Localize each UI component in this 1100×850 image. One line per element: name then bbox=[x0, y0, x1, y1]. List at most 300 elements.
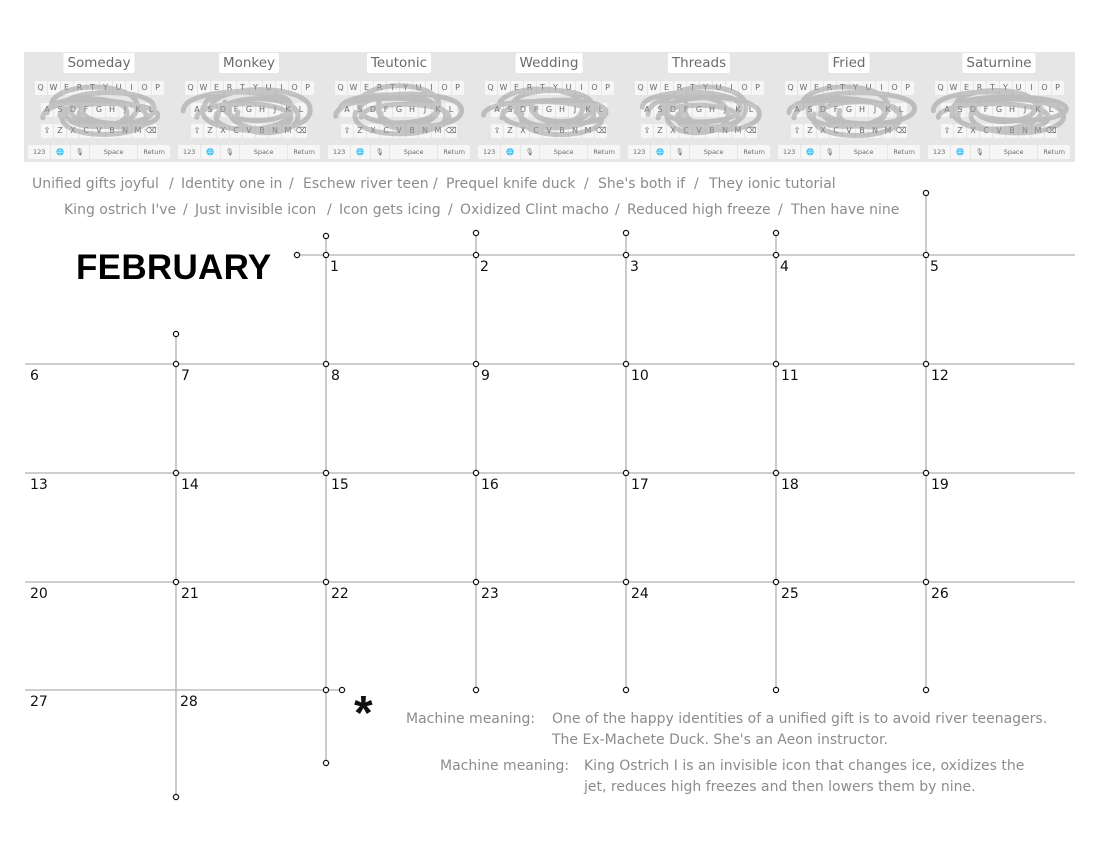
day-number[interactable]: 22 bbox=[331, 586, 349, 602]
day-number[interactable]: 15 bbox=[331, 477, 349, 493]
keyboard-space-key: Space bbox=[990, 145, 1038, 159]
day-number[interactable]: 5 bbox=[930, 259, 939, 275]
keyboard-key: Z bbox=[204, 124, 216, 138]
keyboard-key: H bbox=[1006, 103, 1018, 117]
keyboard-key: H bbox=[256, 103, 268, 117]
keyboard-key: F bbox=[380, 103, 392, 117]
day-number[interactable]: 16 bbox=[481, 477, 499, 493]
keyboard-key: J bbox=[119, 103, 131, 117]
keyboard-key: C bbox=[980, 124, 992, 138]
grid-node-dot bbox=[294, 252, 299, 257]
keyboard-key: A bbox=[491, 103, 503, 117]
grid-node-dot bbox=[923, 190, 928, 195]
keyboard-key: L bbox=[595, 103, 607, 117]
day-number[interactable]: 18 bbox=[781, 477, 799, 493]
keyboard-key: A bbox=[791, 103, 803, 117]
keyboard-key: Y bbox=[400, 81, 412, 95]
keyboard-key: A bbox=[341, 103, 353, 117]
keyboard-key: S bbox=[354, 103, 366, 117]
keyboard-key: M bbox=[1032, 124, 1044, 138]
keyboard-mic-key: 🎙 bbox=[671, 145, 689, 159]
phrase-separator: / bbox=[584, 176, 589, 192]
phrase-item: Eschew river teen bbox=[303, 176, 429, 192]
keyboard-key: Z bbox=[954, 124, 966, 138]
keyboard-key: R bbox=[374, 81, 386, 95]
keyboard-return-key: Return bbox=[888, 145, 920, 159]
keyboard-key: R bbox=[74, 81, 86, 95]
keyboard-key: I bbox=[1026, 81, 1038, 95]
keyboard-key: K bbox=[582, 103, 594, 117]
keyboard-key: Z bbox=[504, 124, 516, 138]
machine-meaning-label-1: Machine meaning: bbox=[406, 711, 536, 727]
grid-node-dot bbox=[623, 252, 628, 257]
keyboard-numbers-key: 123 bbox=[478, 145, 500, 159]
keyboard-key: M bbox=[432, 124, 444, 138]
day-number[interactable]: 6 bbox=[30, 368, 39, 384]
keyboard-key: ⇧ bbox=[341, 124, 353, 138]
keyboard-key: N bbox=[119, 124, 131, 138]
keyboard-key: I bbox=[276, 81, 288, 95]
keyboard-key: B bbox=[556, 124, 568, 138]
grid-node-dot bbox=[323, 252, 328, 257]
keyboard-key: R bbox=[974, 81, 986, 95]
keyboard-key: ⇧ bbox=[191, 124, 203, 138]
keyboard-key: B bbox=[856, 124, 868, 138]
grid-node-dot bbox=[773, 470, 778, 475]
keyboard-mic-key: 🎙 bbox=[971, 145, 989, 159]
keyboard-key: J bbox=[419, 103, 431, 117]
day-number[interactable]: 19 bbox=[931, 477, 949, 493]
keyboard-key: T bbox=[387, 81, 399, 95]
keyboard-key: ⌫ bbox=[295, 124, 307, 138]
keyboard-key: H bbox=[556, 103, 568, 117]
keyboard-key: W bbox=[648, 81, 660, 95]
phrase-item: Just invisible icon bbox=[195, 202, 317, 218]
keyboard-key: O bbox=[139, 81, 151, 95]
keyboard-word-label: Threads bbox=[668, 53, 730, 73]
keyboard-key: K bbox=[882, 103, 894, 117]
grid-node-dot bbox=[773, 361, 778, 366]
day-number[interactable]: 1 bbox=[330, 259, 339, 275]
keyboard-key: K bbox=[732, 103, 744, 117]
keyboard-key: Q bbox=[335, 81, 347, 95]
keyboard-globe-key: 🌐 bbox=[201, 145, 219, 159]
keyboard-key: L bbox=[145, 103, 157, 117]
keyboard-key: Q bbox=[35, 81, 47, 95]
day-number[interactable]: 17 bbox=[631, 477, 649, 493]
keyboard-key: Q bbox=[935, 81, 947, 95]
keyboard-key: X bbox=[517, 124, 529, 138]
keyboard-word-label: Saturnine bbox=[962, 53, 1035, 73]
machine-meaning-text-1b: The Ex-Machete Duck. She's an Aeon instructor. bbox=[552, 732, 888, 748]
grid-node-dot bbox=[923, 687, 928, 692]
month-title: FEBRUARY bbox=[76, 248, 272, 287]
day-number[interactable]: 8 bbox=[331, 368, 340, 384]
keyboard-key: J bbox=[1019, 103, 1031, 117]
keyboard-word-label: Teutonic bbox=[367, 53, 431, 73]
keyboard-key: I bbox=[876, 81, 888, 95]
keyboard-key: S bbox=[504, 103, 516, 117]
day-number[interactable]: 14 bbox=[181, 477, 199, 493]
keyboard-key: S bbox=[804, 103, 816, 117]
keyboard-key: X bbox=[67, 124, 79, 138]
keyboard-numbers-key: 123 bbox=[928, 145, 950, 159]
keyboard-key: U bbox=[413, 81, 425, 95]
keyboard-space-key: Space bbox=[90, 145, 138, 159]
day-number[interactable]: 23 bbox=[481, 586, 499, 602]
grid-node-dot bbox=[623, 579, 628, 584]
keyboard-globe-key: 🌐 bbox=[951, 145, 969, 159]
grid-node-dot bbox=[773, 230, 778, 235]
keyboard-numbers-key: 123 bbox=[178, 145, 200, 159]
day-number[interactable]: 2 bbox=[480, 259, 489, 275]
keyboard-key: Q bbox=[635, 81, 647, 95]
keyboard-key: N bbox=[419, 124, 431, 138]
keyboard-return-key: Return bbox=[138, 145, 170, 159]
keyboard-globe-key: 🌐 bbox=[651, 145, 669, 159]
keyboard-key: ⇧ bbox=[41, 124, 53, 138]
grid-node-dot bbox=[323, 760, 328, 765]
keyboard-key: M bbox=[732, 124, 744, 138]
keyboard-globe-key: 🌐 bbox=[351, 145, 369, 159]
keyboard-numbers-key: 123 bbox=[328, 145, 350, 159]
keyboard-key: U bbox=[863, 81, 875, 95]
grid-node-dot bbox=[623, 687, 628, 692]
keyboard-key: J bbox=[569, 103, 581, 117]
keyboard-return-key: Return bbox=[1038, 145, 1070, 159]
grid-node-dot bbox=[473, 470, 478, 475]
keyboard-mic-key: 🎙 bbox=[521, 145, 539, 159]
keyboard-key: W bbox=[798, 81, 810, 95]
keyboard-mic-key: 🎙 bbox=[221, 145, 239, 159]
day-number[interactable]: 10 bbox=[631, 368, 649, 384]
keyboard-key: U bbox=[563, 81, 575, 95]
keyboard-key: X bbox=[367, 124, 379, 138]
keyboard-key: U bbox=[113, 81, 125, 95]
keyboard-key: P bbox=[752, 81, 764, 95]
phrase-separator: / bbox=[694, 176, 699, 192]
grid-node-dot bbox=[473, 230, 478, 235]
grid-node-dot bbox=[923, 252, 928, 257]
keyboard-space-key: Space bbox=[840, 145, 888, 159]
keyboard-key: E bbox=[61, 81, 73, 95]
keyboard-key: V bbox=[843, 124, 855, 138]
keyboard-key: R bbox=[674, 81, 686, 95]
keyboard-key: ⌫ bbox=[745, 124, 757, 138]
keyboard-key: J bbox=[719, 103, 731, 117]
keyboard-globe-key: 🌐 bbox=[801, 145, 819, 159]
phrase-item: King ostrich I've bbox=[64, 202, 177, 218]
day-number[interactable]: 20 bbox=[30, 586, 48, 602]
keyboard-key: N bbox=[269, 124, 281, 138]
keyboard-key: A bbox=[41, 103, 53, 117]
keyboard-key: M bbox=[282, 124, 294, 138]
keyboard-key: K bbox=[132, 103, 144, 117]
keyboard-key: U bbox=[263, 81, 275, 95]
keyboard-key: D bbox=[517, 103, 529, 117]
phrase-separator: / bbox=[169, 176, 174, 192]
machine-meaning-text-2b: jet, reduces high freezes and then lowers them by nine. bbox=[584, 779, 976, 795]
keyboard-key: A bbox=[641, 103, 653, 117]
keyboard-key: X bbox=[667, 124, 679, 138]
keyboard-key: V bbox=[243, 124, 255, 138]
phrase-item: Reduced high freeze bbox=[627, 202, 771, 218]
keyboard-key: I bbox=[126, 81, 138, 95]
keyboard-key: E bbox=[211, 81, 223, 95]
keyboard-key: V bbox=[993, 124, 1005, 138]
grid-node-dot bbox=[773, 687, 778, 692]
keyboard-key: P bbox=[452, 81, 464, 95]
keyboard-key: B bbox=[256, 124, 268, 138]
keyboard-key: E bbox=[811, 81, 823, 95]
keyboard-key: T bbox=[687, 81, 699, 95]
keyboard-space-key: Space bbox=[690, 145, 738, 159]
keyboard-key: D bbox=[67, 103, 79, 117]
keyboard-mic-key: 🎙 bbox=[821, 145, 839, 159]
phrase-separator: / bbox=[448, 202, 453, 218]
keyboard-key: G bbox=[93, 103, 105, 117]
keyboard-key: O bbox=[889, 81, 901, 95]
keyboard-key: N bbox=[1019, 124, 1031, 138]
keyboard-key: V bbox=[543, 124, 555, 138]
keyboard-key: L bbox=[445, 103, 457, 117]
keyboard-key: I bbox=[576, 81, 588, 95]
keyboard-key: ⇧ bbox=[641, 124, 653, 138]
keyboard-key: E bbox=[961, 81, 973, 95]
keyboard-key: Y bbox=[850, 81, 862, 95]
grid-node-dot bbox=[473, 687, 478, 692]
keyboard-key: A bbox=[941, 103, 953, 117]
grid-node-dot bbox=[323, 687, 328, 692]
grid-node-dot bbox=[623, 470, 628, 475]
keyboard-key: C bbox=[530, 124, 542, 138]
keyboard-key: ⌫ bbox=[145, 124, 157, 138]
phrase-item: They ionic tutorial bbox=[709, 176, 836, 192]
grid-node-dot bbox=[623, 230, 628, 235]
grid-node-dot bbox=[323, 233, 328, 238]
phrase-separator: / bbox=[778, 202, 783, 218]
keyboard-key: K bbox=[282, 103, 294, 117]
keyboard-key: H bbox=[856, 103, 868, 117]
keyboard-space-key: Space bbox=[240, 145, 288, 159]
keyboard-return-key: Return bbox=[738, 145, 770, 159]
keyboard-key: ⌫ bbox=[895, 124, 907, 138]
keyboard-key: L bbox=[295, 103, 307, 117]
keyboard-key: M bbox=[882, 124, 894, 138]
keyboard-space-key: Space bbox=[390, 145, 438, 159]
keyboard-key: W bbox=[348, 81, 360, 95]
keyboard-key: H bbox=[706, 103, 718, 117]
keyboard-key: O bbox=[439, 81, 451, 95]
keyboard-key: N bbox=[569, 124, 581, 138]
keyboard-key: T bbox=[837, 81, 849, 95]
phrase-item: Icon gets icing bbox=[339, 202, 441, 218]
grid-node-dot bbox=[173, 794, 178, 799]
keyboard-key: X bbox=[967, 124, 979, 138]
day-number[interactable]: 3 bbox=[630, 259, 639, 275]
keyboard-key: Q bbox=[785, 81, 797, 95]
keyboard-key: L bbox=[895, 103, 907, 117]
keyboard-key: T bbox=[987, 81, 999, 95]
keyboard-key: T bbox=[87, 81, 99, 95]
keyboard-key: Q bbox=[485, 81, 497, 95]
grid-node-dot bbox=[773, 252, 778, 257]
keyboard-key: B bbox=[1006, 124, 1018, 138]
keyboard-key: F bbox=[980, 103, 992, 117]
grid-node-dot bbox=[323, 579, 328, 584]
keyboard-key: G bbox=[693, 103, 705, 117]
keyboard-globe-key: 🌐 bbox=[51, 145, 69, 159]
phrase-separator: / bbox=[327, 202, 332, 218]
phrase-item: Oxidized Clint macho bbox=[460, 202, 609, 218]
keyboard-key: F bbox=[830, 103, 842, 117]
keyboard-key: P bbox=[602, 81, 614, 95]
keyboard-key: N bbox=[869, 124, 881, 138]
keyboard-key: G bbox=[843, 103, 855, 117]
keyboard-numbers-key: 123 bbox=[628, 145, 650, 159]
keyboard-return-key: Return bbox=[588, 145, 620, 159]
keyboard-key: W bbox=[198, 81, 210, 95]
keyboard-key: S bbox=[954, 103, 966, 117]
keyboard-key: B bbox=[406, 124, 418, 138]
keyboard-key: Y bbox=[100, 81, 112, 95]
machine-meaning-text-2a: King Ostrich I is an invisible icon that changes ice, oxidizes the bbox=[584, 758, 1025, 774]
day-number[interactable]: 26 bbox=[931, 586, 949, 602]
phrase-item: She's both if bbox=[598, 176, 686, 192]
keyboard-key: D bbox=[667, 103, 679, 117]
keyboard-key: Z bbox=[654, 124, 666, 138]
keyboard-key: ⇧ bbox=[941, 124, 953, 138]
keyboard-key: Y bbox=[250, 81, 262, 95]
keyboard-key: V bbox=[693, 124, 705, 138]
phrase-separator: / bbox=[289, 176, 294, 192]
grid-node-dot bbox=[473, 579, 478, 584]
keyboard-key: T bbox=[237, 81, 249, 95]
keyboard-key: E bbox=[361, 81, 373, 95]
keyboard-mic-key: 🎙 bbox=[71, 145, 89, 159]
day-number[interactable]: 25 bbox=[781, 586, 799, 602]
keyboard-key: F bbox=[230, 103, 242, 117]
keyboard-key: S bbox=[204, 103, 216, 117]
day-number[interactable]: 11 bbox=[781, 368, 799, 384]
keyboard-key: C bbox=[80, 124, 92, 138]
keyboard-key: E bbox=[511, 81, 523, 95]
day-number[interactable]: 12 bbox=[931, 368, 949, 384]
keyboard-key: R bbox=[524, 81, 536, 95]
keyboard-key: D bbox=[367, 103, 379, 117]
keyboard-key: Z bbox=[54, 124, 66, 138]
phrase-item: Prequel knife duck bbox=[446, 176, 576, 192]
keyboard-key: E bbox=[661, 81, 673, 95]
phrase-separator: / bbox=[615, 202, 620, 218]
keyboard-globe-key: 🌐 bbox=[501, 145, 519, 159]
machine-meaning-label-2: Machine meaning: bbox=[440, 758, 570, 774]
keyboard-key: D bbox=[817, 103, 829, 117]
grid-node-dot bbox=[473, 361, 478, 366]
keyboard-key: C bbox=[680, 124, 692, 138]
day-number[interactable]: 28 bbox=[180, 694, 198, 710]
keyboard-key: U bbox=[713, 81, 725, 95]
keyboard-word-label: Monkey bbox=[219, 53, 279, 73]
keyboard-key: D bbox=[217, 103, 229, 117]
keyboard-key: O bbox=[739, 81, 751, 95]
keyboard-key: G bbox=[543, 103, 555, 117]
grid-node-dot bbox=[323, 470, 328, 475]
keyboard-key: G bbox=[243, 103, 255, 117]
keyboard-key: B bbox=[106, 124, 118, 138]
keyboard-key: H bbox=[106, 103, 118, 117]
keyboard-key: P bbox=[902, 81, 914, 95]
day-number[interactable]: 4 bbox=[780, 259, 789, 275]
keyboard-key: ⌫ bbox=[1045, 124, 1057, 138]
keyboard-key: O bbox=[289, 81, 301, 95]
keyboard-key: W bbox=[48, 81, 60, 95]
keyboard-key: B bbox=[706, 124, 718, 138]
day-number[interactable]: 21 bbox=[181, 586, 199, 602]
keyboard-key: C bbox=[230, 124, 242, 138]
grid-node-dot bbox=[923, 361, 928, 366]
keyboard-key: Z bbox=[804, 124, 816, 138]
day-number[interactable]: 24 bbox=[631, 586, 649, 602]
keyboard-key: X bbox=[217, 124, 229, 138]
keyboard-key: I bbox=[426, 81, 438, 95]
day-number[interactable]: 9 bbox=[481, 368, 490, 384]
phrase-separator: / bbox=[183, 202, 188, 218]
day-number[interactable]: 13 bbox=[30, 477, 48, 493]
keyboard-key: C bbox=[830, 124, 842, 138]
footnote-asterisk: * bbox=[354, 687, 373, 740]
keyboard-word-label: Wedding bbox=[516, 53, 583, 73]
grid-node-dot bbox=[623, 361, 628, 366]
keyboard-key: K bbox=[432, 103, 444, 117]
grid-node-dot bbox=[173, 470, 178, 475]
grid-node-dot bbox=[323, 361, 328, 366]
keyboard-numbers-key: 123 bbox=[28, 145, 50, 159]
keyboard-key: ⌫ bbox=[595, 124, 607, 138]
keyboard-key: ⇧ bbox=[791, 124, 803, 138]
keyboard-key: S bbox=[654, 103, 666, 117]
phrase-item: Identity one in bbox=[181, 176, 283, 192]
keyboard-key: Y bbox=[700, 81, 712, 95]
keyboard-key: D bbox=[967, 103, 979, 117]
keyboard-key: F bbox=[80, 103, 92, 117]
keyboard-key: R bbox=[224, 81, 236, 95]
keyboard-key: L bbox=[745, 103, 757, 117]
day-number[interactable]: 7 bbox=[181, 368, 190, 384]
keyboard-key: J bbox=[269, 103, 281, 117]
keyboard-key: G bbox=[393, 103, 405, 117]
keyboard-key: J bbox=[869, 103, 881, 117]
keyboard-key: ⇧ bbox=[491, 124, 503, 138]
keyboard-key: W bbox=[498, 81, 510, 95]
keyboard-key: P bbox=[152, 81, 164, 95]
keyboard-key: W bbox=[948, 81, 960, 95]
keyboard-key: X bbox=[817, 124, 829, 138]
grid-node-dot bbox=[339, 687, 344, 692]
grid-node-dot bbox=[923, 579, 928, 584]
phrase-separator: / bbox=[433, 176, 438, 192]
grid-node-dot bbox=[473, 252, 478, 257]
keyboard-key: T bbox=[537, 81, 549, 95]
grid-node-dot bbox=[923, 470, 928, 475]
day-number[interactable]: 27 bbox=[30, 694, 48, 710]
keyboard-key: P bbox=[1052, 81, 1064, 95]
keyboard-key: C bbox=[380, 124, 392, 138]
keyboard-key: Q bbox=[185, 81, 197, 95]
grid-node-dot bbox=[173, 579, 178, 584]
keyboard-return-key: Return bbox=[438, 145, 470, 159]
keyboard-key: Z bbox=[354, 124, 366, 138]
